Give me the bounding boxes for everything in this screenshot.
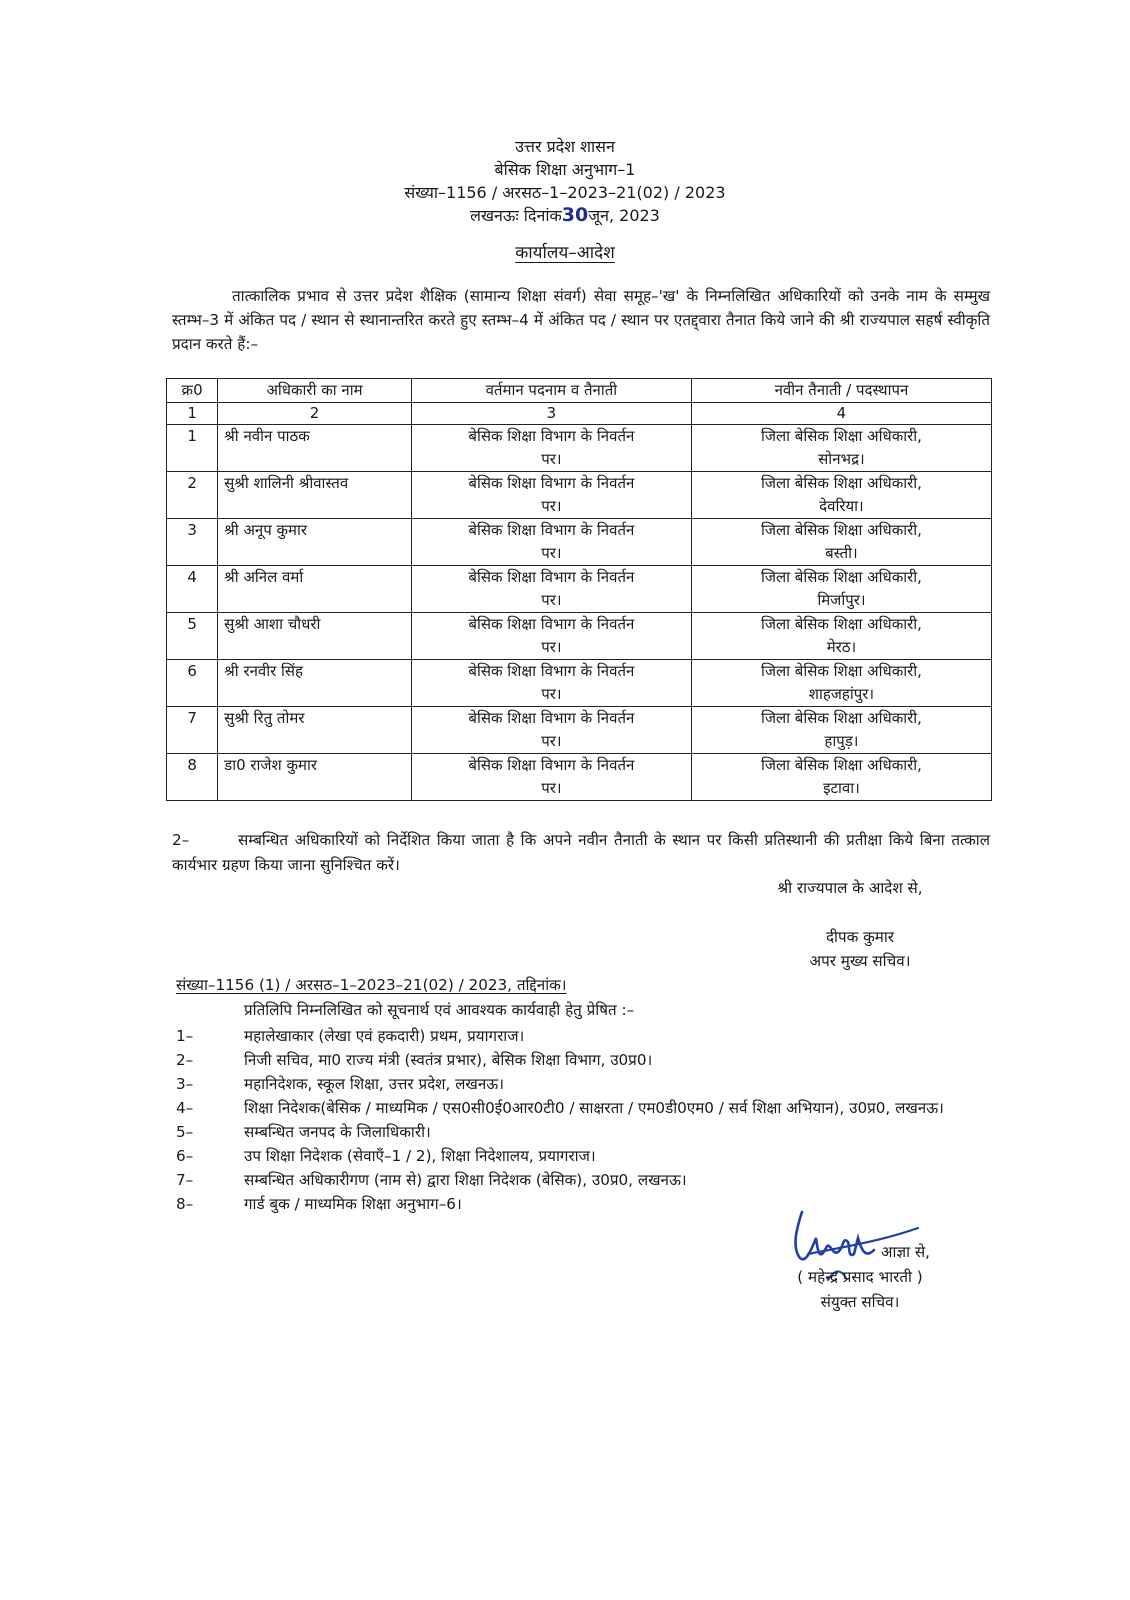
cell-new-post: जिला बेसिक शिक्षा अधिकारी, मेरठ। [691,613,991,660]
signatory-name: ( महेन्द्र प्रसाद भारती ) [797,1268,923,1286]
cell-officer-name: डा0 राजेश कुमार [218,754,412,801]
cell-current-post: बेसिक शिक्षा विभाग के निवर्तन पर। [411,519,691,566]
cell-current-post: बेसिक शिक्षा विभाग के निवर्तन पर। [411,566,691,613]
cell-current-post: बेसिक शिक्षा विभाग के निवर्तन पर। [411,754,691,801]
cell-current-post: बेसिक शिक्षा विभाग के निवर्तन पर। [411,425,691,472]
header-date [0,204,1130,227]
header-officer-name: अधिकारी का नाम [218,379,412,403]
cell-officer-name: सुश्री रितु तोमर [218,707,412,754]
cell-serial: 7 [167,707,218,754]
column-number: 2 [218,403,412,425]
cell-new-post: जिला बेसिक शिक्षा अधिकारी, सोनभद्र। [691,425,991,472]
cell-officer-name: श्री अनिल वर्मा [218,566,412,613]
cell-new-post: जिला बेसिक शिक्षा अधिकारी, देवरिया। [691,472,991,519]
cell-officer-name: श्री रनवीर सिंह [218,660,412,707]
table-row [167,660,992,707]
date-suffix: जून, 2023 [588,206,660,225]
cell-current-post: बेसिक शिक्षा विभाग के निवर्तन पर। [411,472,691,519]
table-row [167,425,992,472]
table-row [167,707,992,754]
signatory-designation: संयुक्त सचिव। [820,1293,900,1311]
column-number: 4 [691,403,991,425]
instruction-paragraph [172,828,990,878]
by-order-text: आज्ञा से, [880,1243,930,1261]
cell-serial: 5 [167,613,218,660]
header-current-post: वर्तमान पदनाम व तैनाती [411,379,691,403]
table-row [167,566,992,613]
list-item: 5– सम्बन्धित जनपद के जिलाधिकारी। [176,1123,431,1141]
list-item: 1– महालेखाकार (लेखा एवं हकदारी) प्रथम, प्रयागराज। [176,1027,525,1045]
signatory-name: दीपक कुमार [825,928,894,946]
header-serial: क्र0 [167,379,218,403]
cell-current-post: बेसिक शिक्षा विभाग के निवर्तन पर। [411,613,691,660]
cell-serial: 1 [167,425,218,472]
cell-current-post: बेसिक शिक्षा विभाग के निवर्तन पर। [411,660,691,707]
list-item: 2– निजी सचिव, मा0 राज्य मंत्री (स्वतंत्र प्रभार), बेसिक शिक्षा विभाग, उ0प्र0। [176,1051,653,1069]
list-item: 6– उप शिक्षा निदेशक (सेवाएँ–1 / 2), शिक्षा निदेशालय, प्रयागराज। [176,1147,596,1165]
cell-new-post: जिला बेसिक शिक्षा अधिकारी, बस्ती। [691,519,991,566]
list-item: 3– महानिदेशक, स्कूल शिक्षा, उत्तर प्रदेश, लखनऊ। [176,1075,504,1093]
cell-new-post: जिला बेसिक शिक्षा अधिकारी, हापुड़। [691,707,991,754]
list-item: 7– सम्बन्धित अधिकारीगण (नाम से) द्वारा शिक्षा निदेशक (बेसिक), उ0प्र0, लखनऊ। [176,1171,687,1189]
cell-officer-name: सुश्री शालिनी श्रीवास्तव [218,472,412,519]
cell-serial: 6 [167,660,218,707]
signatory-designation: अपर मुख्य सचिव। [809,952,911,970]
copy-heading: प्रतिलिपि निम्नलिखित को सूचनार्थ एवं आवश्यक कार्यवाही हेतु प्रेषित :– [244,1001,635,1019]
cell-serial: 4 [167,566,218,613]
table-header-row [167,379,992,403]
signatory-block-2 [770,1240,950,1315]
order-by-line: श्री राज्यपाल के आदेश से, [777,879,923,897]
paragraph-number: 2– [172,831,190,849]
transfer-table [166,378,992,801]
cell-serial: 8 [167,754,218,801]
document-header [0,135,1130,227]
cell-officer-name: श्री अनूप कुमार [218,519,412,566]
cell-serial: 3 [167,519,218,566]
header-government: उत्तर प्रदेश शासन [515,137,615,156]
cell-new-post: जिला बेसिक शिक्षा अधिकारी, इटावा। [691,754,991,801]
cell-officer-name: श्री नवीन पाठक [218,425,412,472]
cell-serial: 2 [167,472,218,519]
header-new-post: नवीन तैनाती / पदस्थापन [691,379,991,403]
date-day-handwritten: 30 [561,204,589,226]
table-row [167,472,992,519]
table-row [167,519,992,566]
table-row [167,754,992,801]
cell-current-post: बेसिक शिक्षा विभाग के निवर्तन पर। [411,707,691,754]
column-number: 1 [167,403,218,425]
copy-reference-number: संख्या–1156 (1) / अरसठ–1–2023–21(02) / 2023, तद्दिनांक। [176,976,567,994]
column-number: 3 [411,403,691,425]
paragraph-text: सम्बन्धित अधिकारियों को निर्देशित किया जाता है कि अपने नवीन तैनाती के स्थान पर किसी प्रतिस्थानी की प्रतीक्षा किये बिना तत्काल कार्यभार ग्रहण किया जाना सुनिश्चित करें। [172,831,990,874]
copy-list [176,1024,996,1216]
date-prefix: लखनऊः दिनांक [470,206,562,225]
list-item: 4– शिक्षा निदेशक(बेसिक / माध्यमिक / एस0सी0ई0आर0टी0 / साक्षरता / एम0डी0एम0 / सर्व शिक्षा अभियान), उ0प्र0, लखनऊ। [176,1099,944,1117]
signatory-block-1 [760,925,960,973]
intro-paragraph: तात्कालिक प्रभाव से उत्तर प्रदेश शैक्षिक (सामान्य शिक्षा संवर्ग) सेवा समूह–'ख' के निम्नलिखित अधिकारियों को उनके नाम के सम्मुख स्तम्भ–3 में अंकित पद / स्थान से स्थानान्तरित करते हुए स्तम्भ–4 में अंकित पद / स्थान पर एतद्द्वारा तैनात किये जाने की श्री राज्यपाल सहर्ष स्वीकृति प्रदान करते हैं:– [172,287,990,353]
table-row [167,613,992,660]
header-reference-number: संख्या–1156 / अरसठ–1–2023–21(02) / 2023 [404,183,726,202]
column-number-row [167,403,992,425]
cell-officer-name: सुश्री आशा चौधरी [218,613,412,660]
document-title: कार्यालय–आदेश [515,243,615,263]
header-section: बेसिक शिक्षा अनुभाग–1 [494,160,636,179]
cell-new-post: जिला बेसिक शिक्षा अधिकारी, शाहजहांपुर। [691,660,991,707]
cell-new-post: जिला बेसिक शिक्षा अधिकारी, मिर्जापुर। [691,566,991,613]
list-item: 8– गार्ड बुक / माध्यमिक शिक्षा अनुभाग–6। [176,1195,462,1213]
